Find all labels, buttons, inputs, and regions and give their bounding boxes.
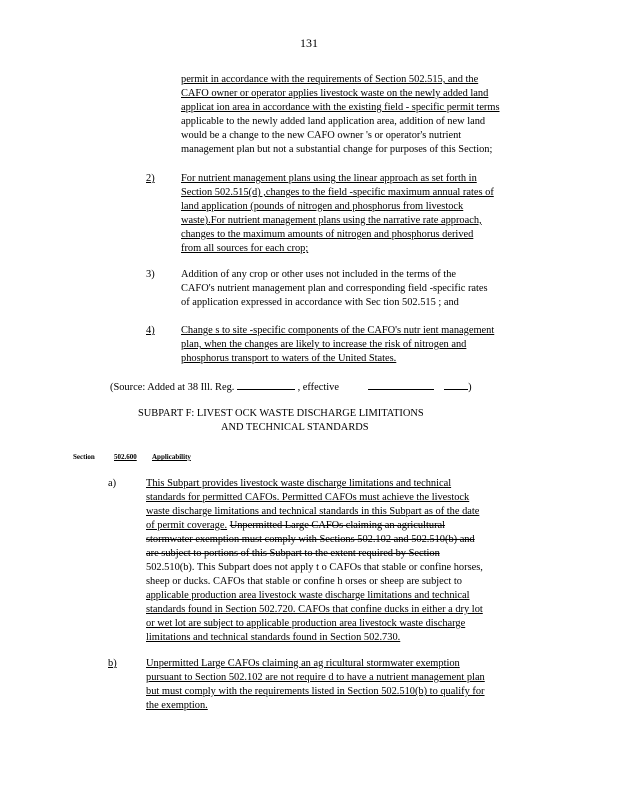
paragraph-line: plan, when the changes are likely to increase the risk of nitrogen and	[181, 339, 467, 350]
list-marker: b)	[108, 658, 117, 669]
paragraph-line: of application expressed in accordance with Sec tion 502.515 ; and	[181, 297, 459, 308]
source-prefix: (Source: Added at 38 Ill. Reg.	[110, 382, 235, 393]
paragraph-line: For nutrient management plans using the linear approach as set forth in	[181, 173, 477, 184]
paragraph-line: standards for permitted CAFOs. Permitted CAFOs must achieve the livestock	[146, 492, 470, 503]
paragraph-line: This Subpart provides livestock waste discharge limitations and technical	[146, 478, 452, 489]
paragraph-line: changes to the maximum amounts of nitrogen and phosphorus derived	[181, 229, 474, 240]
paragraph-line: from all sources for each crop;	[181, 243, 309, 254]
blank-line	[237, 380, 295, 390]
paragraph-line: or wet lot are subject to applicable production area livestock waste discharge	[146, 618, 466, 629]
paragraph-line: applicable to the newly added land application area, addition of new land	[181, 116, 486, 127]
blank-line	[444, 380, 468, 390]
struck-line: are subject to portions of this Subpart to the extent required by Section	[146, 548, 440, 559]
section-label: Section	[73, 453, 95, 461]
paragraph-line: 502.510(b). This Subpart does not apply t o CAFOs that stable or confine horses,	[146, 562, 483, 573]
paragraph-line: would be a change to the new CAFO owner 's or operator's nutrient	[181, 130, 462, 141]
paragraph-line: land application (pounds of nitrogen and phosphorus from livestock	[181, 201, 464, 212]
paragraph-line: sheep or ducks. CAFOs that stable or confine h orses or sheep are subject to	[146, 576, 462, 587]
list-marker: 2)	[146, 173, 155, 184]
list-marker: 3)	[146, 269, 155, 280]
list-marker: 4)	[146, 325, 155, 336]
paragraph-line: limitations and technical standards found in Section 502.730.	[146, 632, 401, 643]
paragraph-line	[146, 519, 445, 532]
paragraph-line: waste discharge limitations and technical standards in this Subpart as of the date	[146, 506, 480, 517]
subpart-heading: SUBPART F: LIVEST OCK WASTE DISCHARGE LIMITATIONS	[138, 408, 424, 419]
paragraph-line: Addition of any crop or other uses not included in the terms of the	[181, 269, 457, 280]
paragraph-line: Unpermitted Large CAFOs claiming an ag ricultural stormwater exemption	[146, 658, 460, 669]
source-note	[110, 380, 472, 393]
paragraph-line: CAFO owner or operator applies livestock waste on the newly added land	[181, 88, 489, 99]
blank-line	[368, 380, 434, 390]
paragraph-line: the exemption.	[146, 700, 208, 711]
list-marker: a)	[108, 478, 117, 489]
paragraph-line: pursuant to Section 502.102 are not require d to have a nutrient management plan	[146, 672, 485, 683]
paragraph-line: but must comply with the requirements listed in Section 502.510(b) to qualify for	[146, 686, 485, 697]
section-number: 502.600	[114, 453, 137, 461]
subpart-heading-line2: AND TECHNICAL STANDARDS	[221, 422, 369, 433]
paragraph-line: permit in accordance with the requirements of Section 502.515, and the	[181, 74, 479, 85]
source-effective: , effective	[297, 382, 339, 393]
struck-line: stormwater exemption must comply with Sections 502.102 and 502.510(b) and	[146, 534, 475, 545]
paragraph-line: Change s to site -specific components of the CAFO's nutr ient management	[181, 325, 495, 336]
paragraph-line: standards found in Section 502.720. CAFOs that confine ducks in either a dry lot	[146, 604, 483, 615]
source-suffix: )	[468, 382, 472, 393]
page-number: 131	[300, 36, 318, 50]
paragraph-line: management plan but not a substantial change for purposes of this Section;	[181, 144, 493, 155]
paragraph-line: CAFO's nutrient management plan and corresponding field -specific rates	[181, 283, 488, 294]
paragraph-line: Section 502.515(d) ,changes to the field -specific maximum annual rates of	[181, 187, 494, 198]
paragraph-line: phosphorus transport to waters of the United States.	[181, 353, 397, 364]
paragraph-line-segment: of permit coverage.	[146, 520, 228, 531]
paragraph-line: waste).For nutrient management plans using the narrative rate approach,	[181, 215, 482, 226]
section-title: Applicability	[152, 453, 191, 461]
paragraph-line: applicat ion area in accordance with the existing field - specific permit terms	[181, 102, 500, 113]
struck-text: Unpermitted Large CAFOs claiming an agricultural	[229, 520, 446, 531]
paragraph-line: applicable production area livestock waste discharge limitations and technical	[146, 590, 470, 601]
